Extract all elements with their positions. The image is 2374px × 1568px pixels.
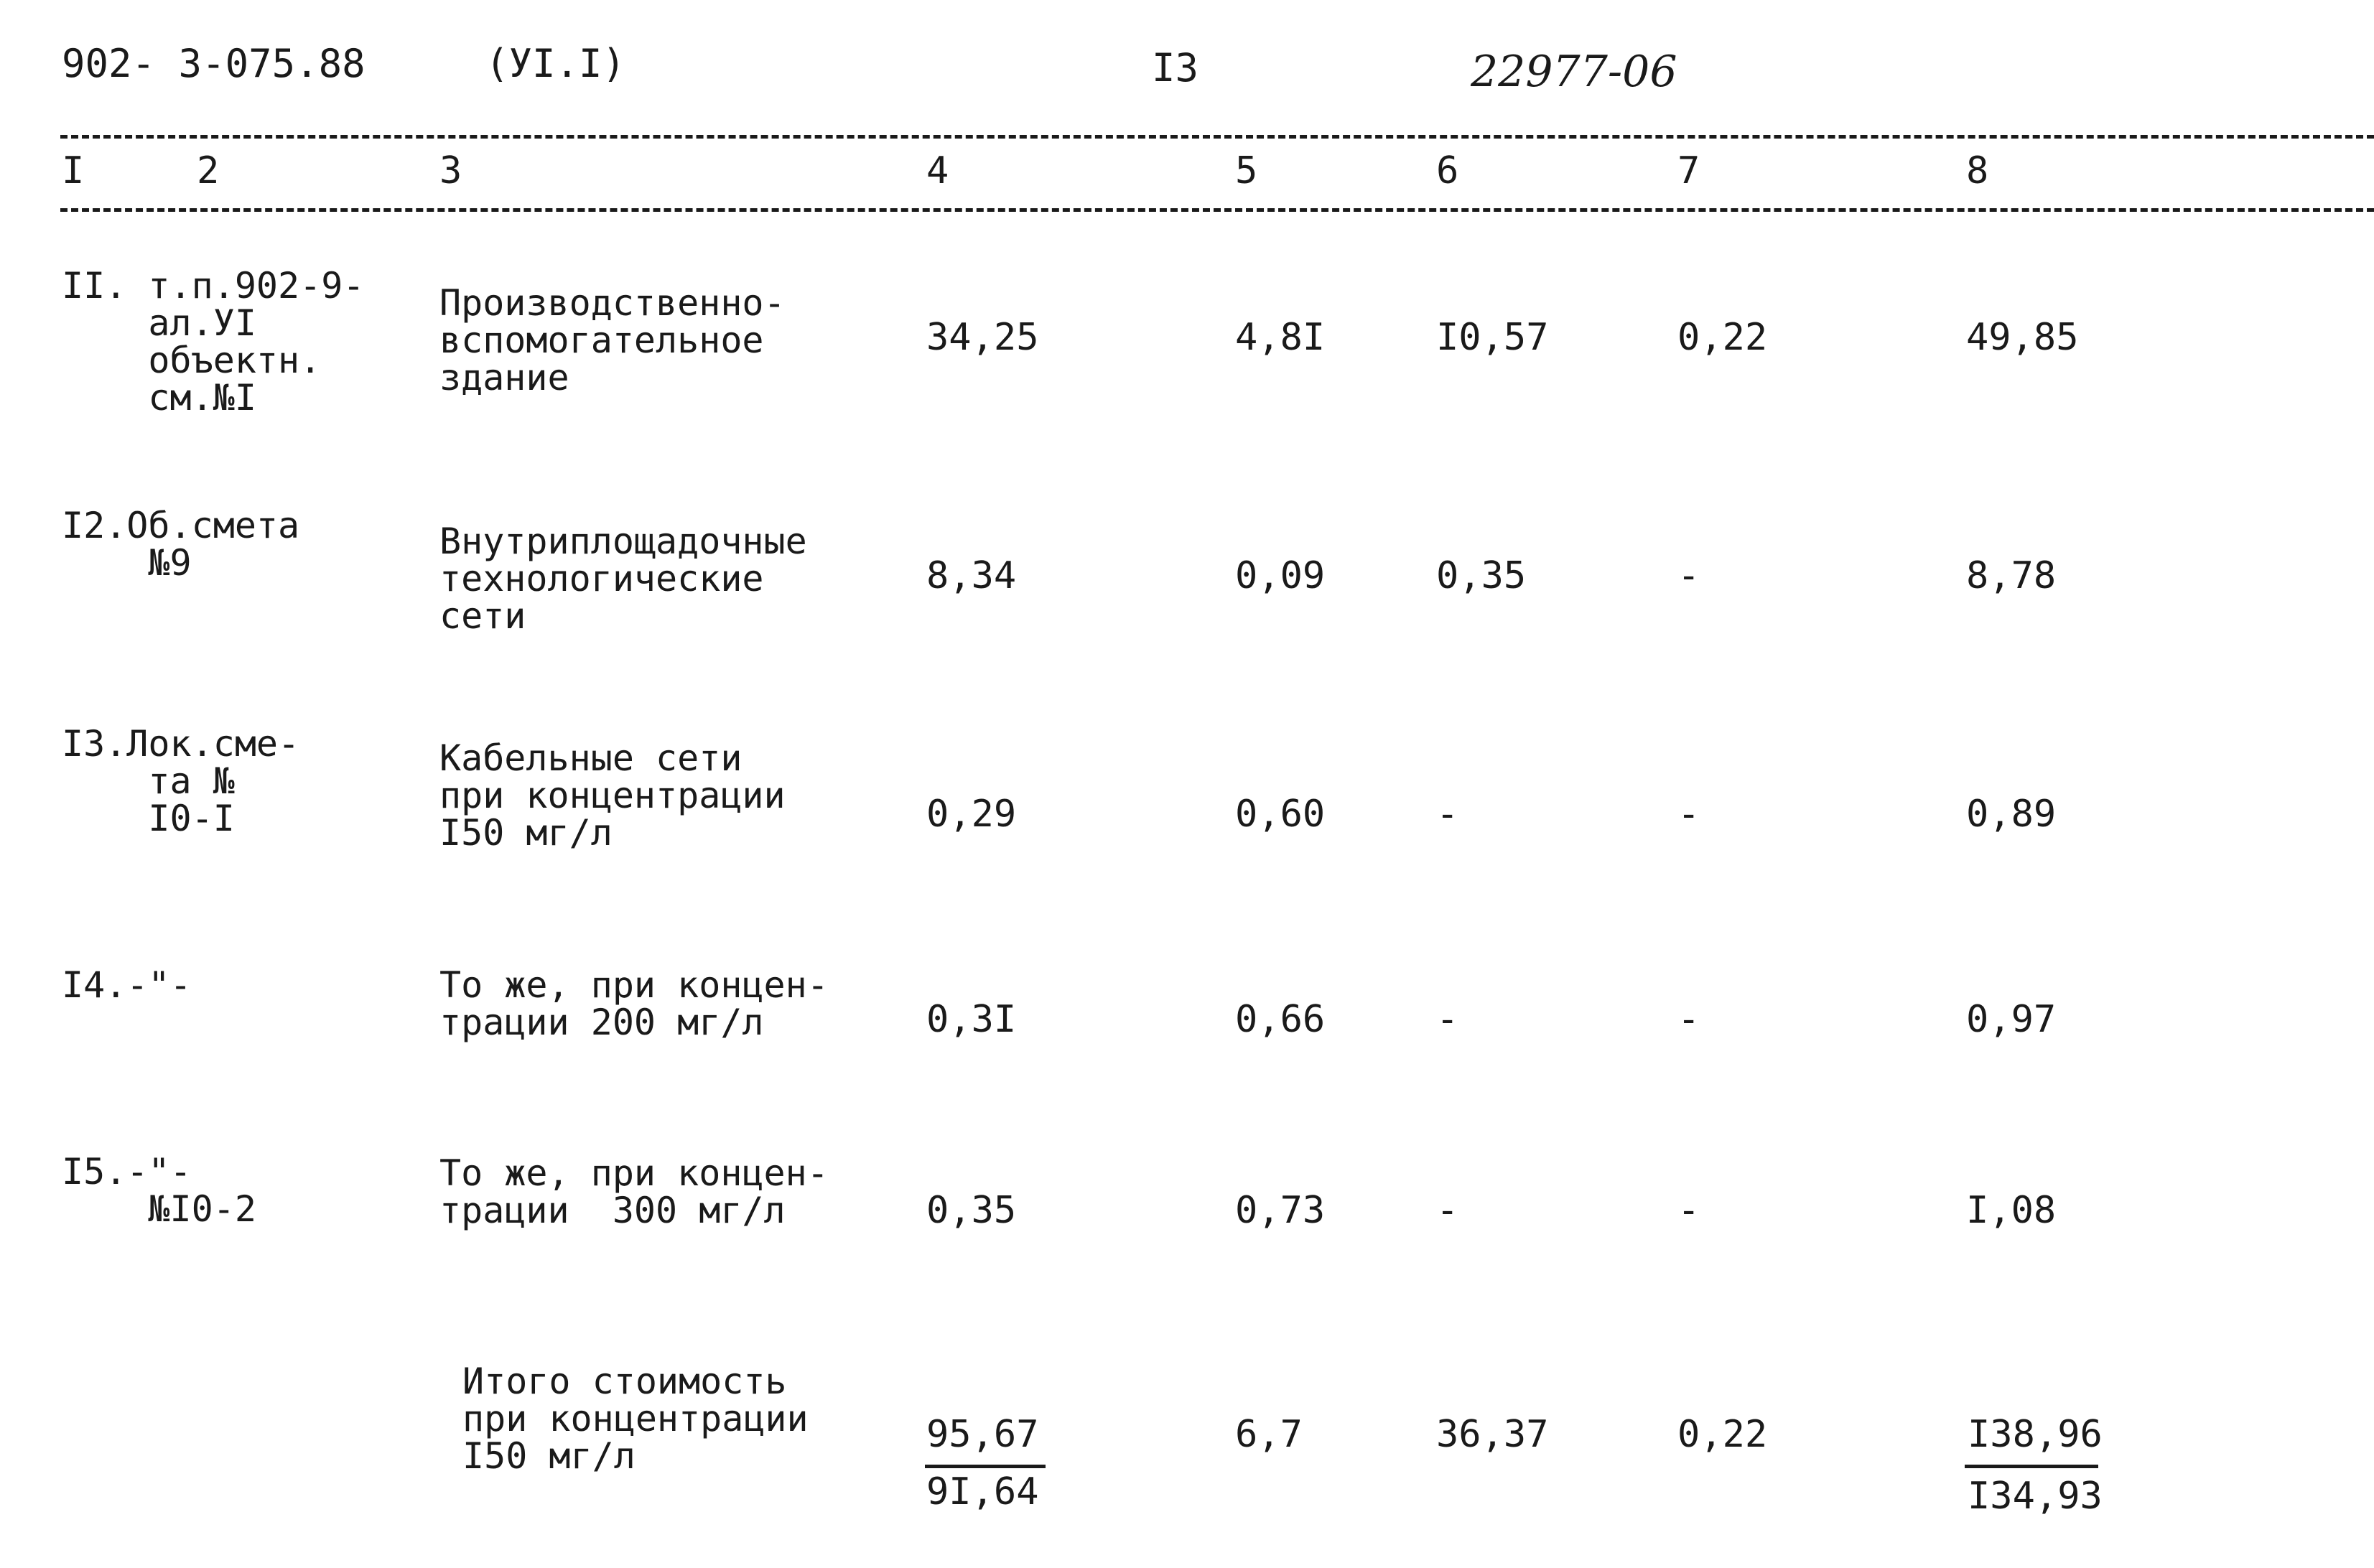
row-cell-6: 0,35 [1436, 554, 1527, 597]
inventory-number: 22977-06 [1471, 47, 1677, 97]
row-cell-8: 0,97 [1966, 998, 2057, 1041]
page-number: I3 [1152, 45, 1199, 90]
table-top-rule [60, 135, 2374, 139]
row-ref: I2.Об.смета №9 [62, 505, 300, 584]
row-cell-8: 0,89 [1966, 793, 2057, 836]
row-cell-4: 34,25 [926, 316, 1039, 359]
row-cell-4: 0,35 [926, 1189, 1017, 1232]
row-cell-6: - [1436, 998, 1459, 1041]
total-cell-6: 36,37 [1436, 1413, 1549, 1456]
total-cell-8-bottom: I34,93 [1968, 1475, 2103, 1518]
column-header-4: 4 [926, 149, 949, 192]
column-header-2: 2 [197, 149, 220, 192]
row-cell-6: I0,57 [1436, 316, 1549, 359]
total-label: Итого стоимость при концентрации I50 мг/л [462, 1361, 809, 1477]
row-name: Внутриплощадочные технологические сети [439, 521, 807, 637]
row-ref: I4.-"- [62, 964, 192, 1006]
column-header-6: 6 [1436, 149, 1459, 192]
row-cell-5: 4,8I [1235, 316, 1326, 359]
row-ref: I3.Лок.сме- та № I0-I [62, 723, 300, 839]
total-cell-4-top: 95,67 [926, 1413, 1039, 1456]
row-cell-7: - [1677, 1189, 1700, 1232]
total-cell-7: 0,22 [1677, 1413, 1768, 1456]
doc-code: 902- 3-075.88 [62, 41, 366, 86]
row-name: То же, при концен- трации 300 мг/л [439, 1152, 829, 1231]
total-cell-8-top: I38,96 [1968, 1413, 2103, 1456]
row-ref: II. т.п.902-9- ал.УI объектн. см.№I [62, 265, 365, 419]
row-cell-5: 0,66 [1235, 998, 1326, 1041]
total-cell-5: 6,7 [1235, 1413, 1303, 1456]
row-cell-7: - [1677, 998, 1700, 1041]
row-cell-4: 8,34 [926, 554, 1017, 597]
row-cell-8: I,08 [1966, 1189, 2057, 1232]
column-header-8: 8 [1966, 149, 1989, 192]
row-cell-6: - [1436, 1189, 1459, 1232]
row-name: То же, при концен- трации 200 мг/л [439, 964, 829, 1043]
row-name: Кабельные сети при концентрации I50 мг/л [439, 737, 786, 854]
row-cell-8: 8,78 [1966, 554, 2057, 597]
table-header-rule [60, 208, 2374, 212]
column-header-7: 7 [1677, 149, 1700, 192]
section-label: (УI.I) [485, 41, 626, 86]
row-name: Производственно- вспомогательное здание [439, 282, 786, 398]
total-cell-8-underline [1965, 1465, 2098, 1468]
row-cell-5: 0,60 [1235, 793, 1326, 836]
row-ref: I5.-"- №I0-2 [62, 1151, 256, 1230]
row-cell-6: - [1436, 793, 1459, 836]
row-cell-4: 0,29 [926, 793, 1017, 836]
row-cell-4: 0,3I [926, 998, 1017, 1041]
column-header-1: I [62, 149, 85, 192]
column-header-3: 3 [439, 149, 462, 192]
row-cell-7: - [1677, 793, 1700, 836]
row-cell-7: - [1677, 554, 1700, 597]
row-cell-7: 0,22 [1677, 316, 1768, 359]
row-cell-5: 0,73 [1235, 1189, 1326, 1232]
row-cell-8: 49,85 [1966, 316, 2079, 359]
row-cell-5: 0,09 [1235, 554, 1326, 597]
column-header-5: 5 [1235, 149, 1258, 192]
total-cell-4-bottom: 9I,64 [926, 1470, 1039, 1513]
total-cell-4-underline [925, 1465, 1046, 1468]
